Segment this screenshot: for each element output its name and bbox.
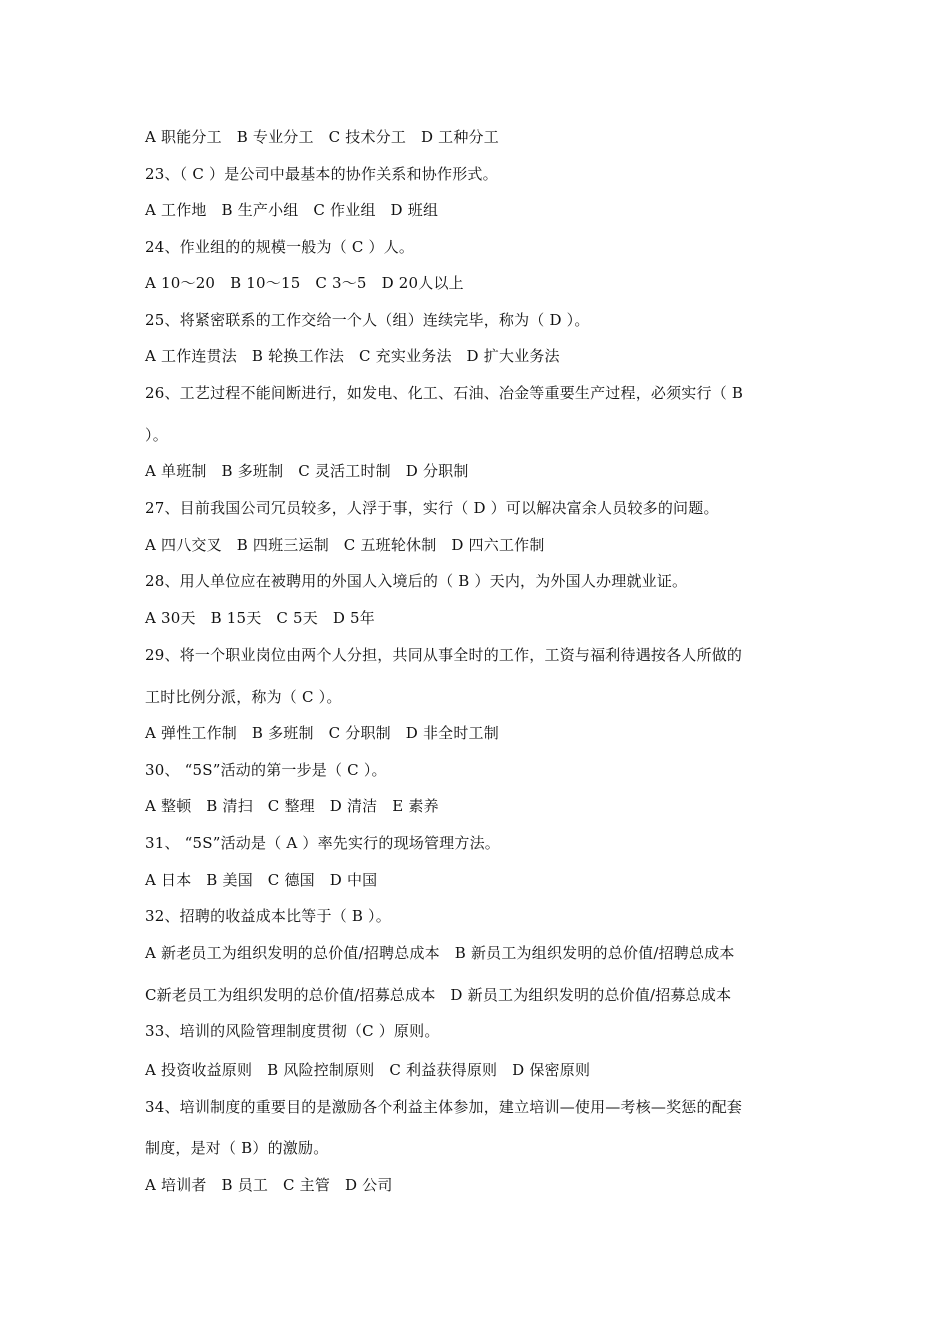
q31-question: 31、 “5S”活动是（ A ）率先实行的现场管理方法。 [145,834,500,852]
q32-options-ab: A 新老员工为组织发明的总价值/招聘总成本 B 新员工为组织发明的总价值/招聘总成本 [145,944,735,962]
q25-options: A 工作连贯法 B 轮换工作法 C 充实业务法 D 扩大业务法 [145,347,560,365]
q30-options: A 整顿 B 清扫 C 整理 D 清洁 E 素养 [145,797,439,815]
q34-options: A 培训者 B 员工 C 主管 D 公司 [145,1176,393,1194]
q26-question: 26、工艺过程不能间断进行，如发电、化工、石油、冶金等重要生产过程，必须实行（ B [145,384,744,402]
q27-question: 27、目前我国公司冗员较多，人浮于事，实行（ D ）可以解决富余人员较多的问题。 [145,499,719,517]
q27-options: A 四八交叉 B 四班三运制 C 五班轮休制 D 四六工作制 [145,536,545,554]
q29-question-cont: 工时比例分派，称为（ C ）。 [145,688,342,706]
q29-question: 29、将一个职业岗位由两个人分担，共同从事全时的工作，工资与福利待遇按各人所做的 [145,646,743,664]
q26-question-cont: ）。 [145,426,168,444]
q28-options: A 30天 B 15天 C 5天 D 5年 [145,609,376,627]
q26-options: A 单班制 B 多班制 C 灵活工时制 D 分职制 [145,462,469,480]
q31-options: A 日本 B 美国 C 德国 D 中国 [145,871,378,889]
q24-options: A 10～20 B 10～15 C 3～5 D 20人以上 [145,274,464,292]
q24-question: 24、作业组的的规模一般为（ C ）人。 [145,238,415,256]
q32-options-cd: C新老员工为组织发明的总价值/招募总成本 D 新员工为组织发明的总价值/招募总成本 [145,986,732,1004]
q23-question: 23、（ C ）是公司中最基本的协作关系和协作形式。 [145,165,498,183]
q22-options: A 职能分工 B 专业分工 C 技术分工 D 工种分工 [145,128,499,146]
q34-question: 34、培训制度的重要目的是激励各个利益主体参加，建立培训—使用—考核—奖惩的配套 [145,1098,743,1116]
q33-question: 33、培训的风险管理制度贯彻（C ）原则。 [145,1022,440,1040]
q25-question: 25、将紧密联系的工作交给一个人（组）连续完毕，称为（ D ）。 [145,311,590,329]
q29-options: A 弹性工作制 B 多班制 C 分职制 D 非全时工制 [145,724,499,742]
q34-question-cont: 制度，是对（ B）的激励。 [145,1139,329,1157]
q33-options: A 投资收益原则 B 风险控制原则 C 利益获得原则 D 保密原则 [145,1061,591,1079]
q23-options: A 工作地 B 生产小组 C 作业组 D 班组 [145,201,439,219]
q28-question: 28、用人单位应在被聘用的外国人入境后的（ B ）天内，为外国人办理就业证。 [145,572,688,590]
q32-question: 32、招聘的收益成本比等于（ B ）。 [145,907,391,925]
q30-question: 30、 “5S”活动的第一步是（ C ）。 [145,761,387,779]
